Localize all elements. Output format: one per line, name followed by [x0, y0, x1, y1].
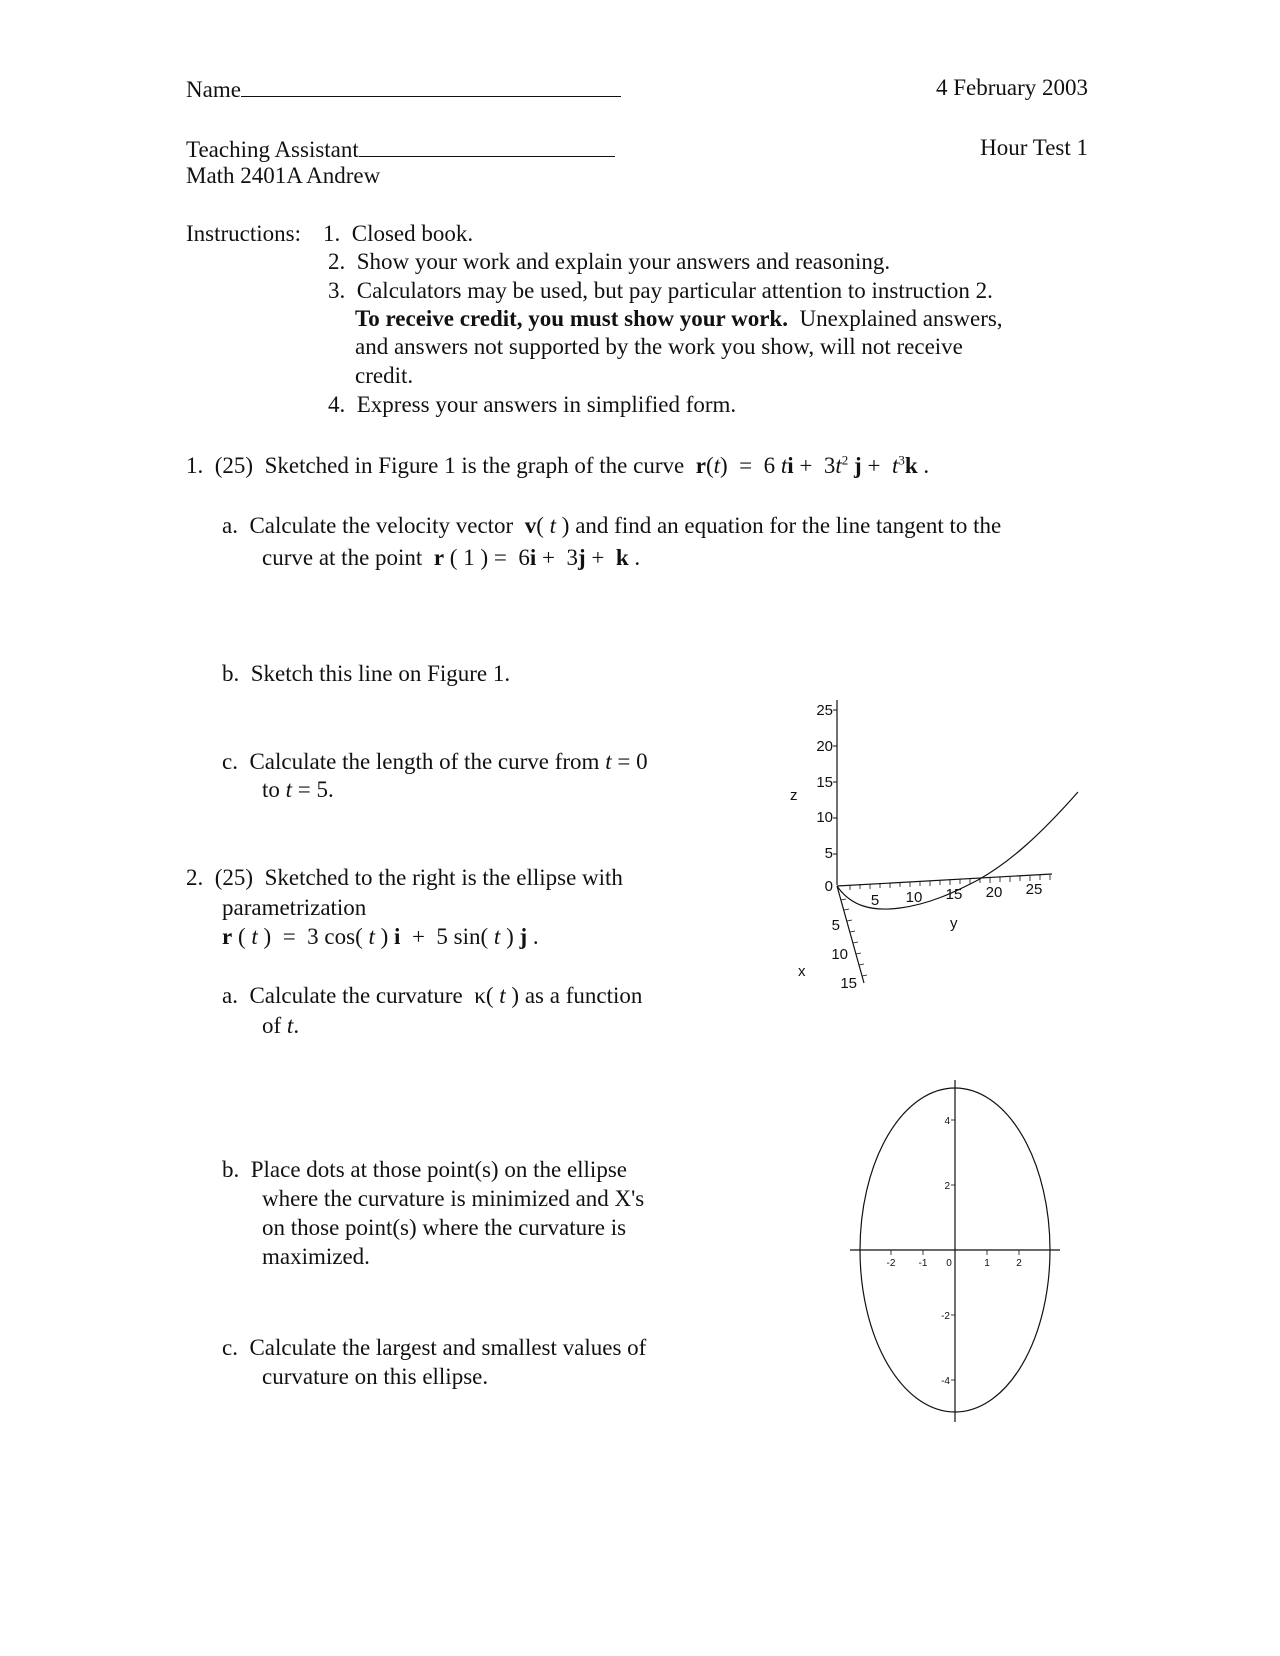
- x-tick: 2: [1016, 1258, 1022, 1269]
- problem-1a-cont: curve at the point r ( 1 ) = 6i + 3j + k .: [262, 545, 641, 570]
- problem-1c-cont: to t = 5.: [262, 777, 334, 802]
- problem-2a-cont: of t.: [262, 1013, 300, 1038]
- problem-2-equation: r ( t ) = 3 cos( t ) i + 5 sin( t ) j .: [222, 924, 539, 949]
- exam-date: 4 February 2003: [935, 75, 1088, 100]
- x-tick: -2: [886, 1258, 896, 1269]
- instruction-3-cont: and answers not supported by the work you show, will not receive: [355, 334, 963, 359]
- instruction-1: 1. Closed book.: [323, 221, 474, 246]
- instruction-3: 3. Calculators may be used, but pay particular attention to instruction 2.: [328, 278, 993, 303]
- instruction-4: 4. Express your answers in simplified form.: [328, 392, 737, 417]
- course-label: Math 2401A Andrew: [186, 163, 381, 188]
- x-tick: -1: [918, 1258, 928, 1269]
- problem-2b-cont3: maximized.: [262, 1244, 370, 1269]
- problem-2-statement: 2. (25) Sketched to the right is the ellipse with: [186, 865, 623, 890]
- problem-2b: b. Place dots at those point(s) on the ellipse: [222, 1157, 627, 1182]
- y-tick: 25: [1025, 881, 1043, 898]
- name-field[interactable]: Name: [186, 74, 621, 104]
- x-axis-label: x: [798, 963, 806, 980]
- problem-2c: c. Calculate the largest and smallest values of: [222, 1335, 647, 1360]
- problem-2-statement-cont: parametrization: [222, 895, 367, 920]
- figure-2-ellipse-plot[interactable]: [840, 1070, 1070, 1430]
- z-tick: 5: [824, 845, 833, 862]
- y-tick: -4: [941, 1376, 950, 1387]
- z-tick: 25: [816, 702, 833, 719]
- x-tick: 15: [840, 975, 857, 992]
- figure-1-curve-plot[interactable]: [780, 680, 1100, 1010]
- problem-2a: a. Calculate the curvature κ( t ) as a function: [222, 983, 643, 1008]
- z-tick: 20: [816, 738, 833, 755]
- problem-2b-cont: where the curvature is minimized and X's: [262, 1186, 645, 1211]
- y-tick: 5: [870, 892, 880, 909]
- z-tick: 15: [816, 774, 833, 791]
- y-axis-label: y: [950, 915, 958, 932]
- problem-1a: a. Calculate the velocity vector v( t ) and find an equation for the line tangent to the: [222, 513, 1002, 538]
- problem-2b-cont2: on those point(s) where the curvature is: [262, 1215, 627, 1240]
- name-blank[interactable]: [241, 74, 621, 97]
- y-tick: 4: [944, 1116, 950, 1127]
- x-tick: 0: [946, 1258, 952, 1269]
- x-tick: 10: [831, 946, 848, 963]
- x-tick: 5: [831, 917, 840, 934]
- z-axis-label: z: [790, 787, 798, 804]
- y-tick: 10: [905, 889, 923, 906]
- problem-1b: b. Sketch this line on Figure 1.: [222, 661, 511, 686]
- instruction-2: 2. Show your work and explain your answers and reasoning.: [328, 249, 891, 274]
- y-tick: 15: [945, 886, 963, 903]
- problem-1c: c. Calculate the length of the curve from t = 0: [222, 749, 648, 774]
- problem-2c-cont: curvature on this ellipse.: [262, 1364, 489, 1389]
- z-tick: 0: [824, 878, 833, 895]
- y-tick: -2: [941, 1311, 950, 1322]
- z-tick: 10: [816, 809, 833, 826]
- instructions-label: Instructions:: [186, 221, 301, 246]
- test-label: Hour Test 1: [980, 135, 1088, 160]
- y-tick: 2: [944, 1181, 950, 1192]
- problem-1-statement: 1. (25) Sketched in Figure 1 is the graph of the curve r(t) = 6 ti + $3t^2$ $j + t^3k$ .: [186, 452, 930, 478]
- instruction-3-emphasis: To receive credit, you must show your work. Unexplained answers,: [355, 306, 1003, 331]
- instruction-3-cont2: credit.: [355, 363, 414, 388]
- y-tick: 20: [985, 884, 1003, 901]
- ta-blank[interactable]: [359, 134, 615, 157]
- ta-field[interactable]: Teaching Assistant: [186, 134, 615, 164]
- x-axis: [837, 886, 864, 983]
- x-tick: 1: [984, 1258, 990, 1269]
